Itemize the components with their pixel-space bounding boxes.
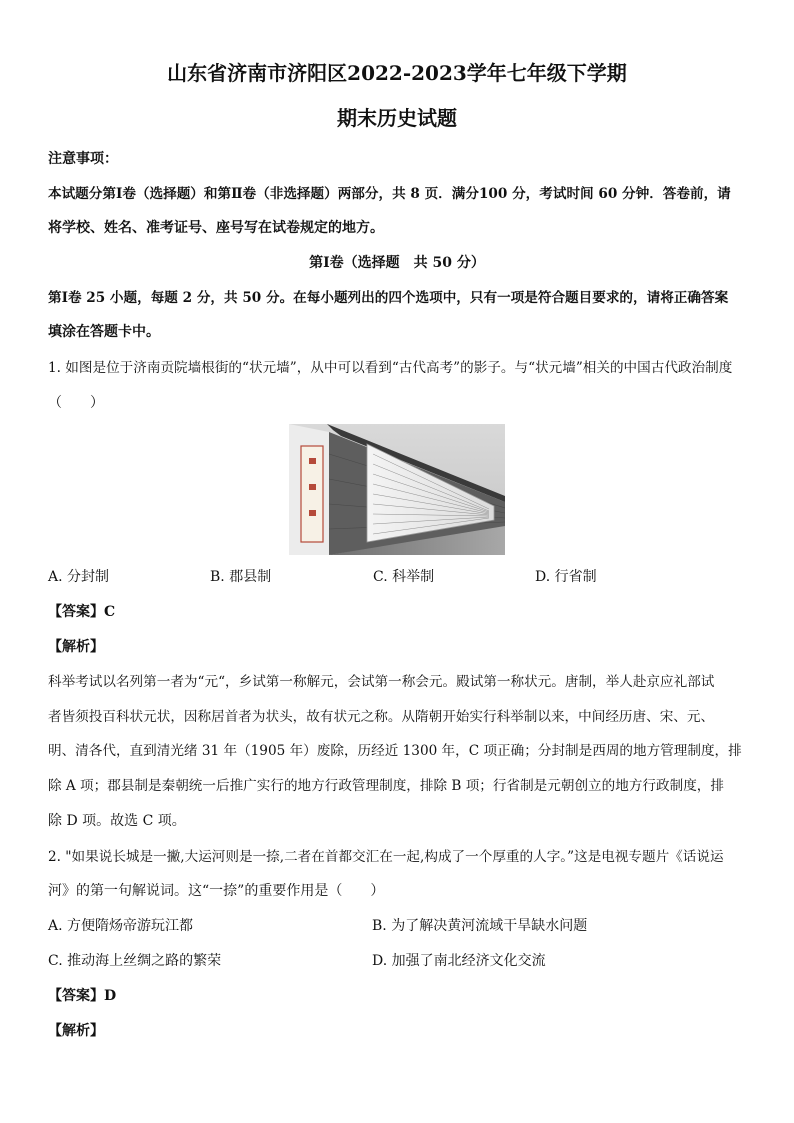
question1-option-c[interactable]: C. 科举制 <box>373 569 435 585</box>
section-description-line1: 第Ⅰ卷 25 小题，每题 2 分，共 50 分。在每小题列出的四个选项中，只有一项是符合题目要求的，请将正确答案 <box>48 290 729 306</box>
wall-photo-illustration <box>289 424 505 555</box>
question2-answer: 【答案】D <box>48 988 117 1004</box>
question1-option-b[interactable]: B. 郡县制 <box>210 569 272 585</box>
section-description-line2: 填涂在答题卡中。 <box>48 324 160 340</box>
question1-option-d[interactable]: D. 行省制 <box>535 569 597 585</box>
document-subtitle: 期末历史试题 <box>337 106 457 130</box>
question1-stem-line2: （ ） <box>48 395 104 411</box>
question1-analysis-line1: 科举考试以名列第一者为“元“，乡试第一称解元，会试第一称会元。殿试第一称状元。唐制，举人赴京应礼部试 <box>48 674 715 690</box>
notice-heading: 注意事项： <box>48 151 118 167</box>
question2-option-d[interactable]: D. 加强了南北经济文化交流 <box>372 953 546 969</box>
question2-analysis-heading: 【解析】 <box>48 1023 104 1039</box>
question1-analysis-heading: 【解析】 <box>48 639 104 655</box>
document-title: 山东省济南市济阳区2022-2023学年七年级下学期 <box>167 61 627 85</box>
question1-option-a[interactable]: A. 分封制 <box>48 569 110 585</box>
question1-analysis-line3: 明、清各代，直到清光绪 31 年（1905 年）废除，历经近 1300 年，C 项正确；分封制是西周的地方管理制度，排 <box>48 743 742 759</box>
question2-option-b[interactable]: B. 为了解决黄河流域干旱缺水问题 <box>372 918 588 934</box>
question1-analysis-line5: 除 D 项。故选 C 项。 <box>48 813 186 829</box>
question2-option-c[interactable]: C. 推动海上丝绸之路的繁荣 <box>48 953 222 969</box>
notice-text-line2: 将学校、姓名、准考证号、座号写在试卷规定的地方。 <box>48 220 384 236</box>
question2-stem-line2: 河》的第一句解说词。这“一捺”的重要作用是（ ） <box>48 883 385 899</box>
question2-option-a[interactable]: A. 方便隋炀帝游玩江都 <box>48 918 194 934</box>
notice-text-line1: 本试题分第Ⅰ卷（选择题）和第Ⅱ卷（非选择题）两部分，共 8 页．满分100 分，考试时间 60 分钟．答卷前，请 <box>48 186 731 202</box>
question1-analysis-line2: 者皆须投百科状元状，因称居首者为状头，故有状元之称。从隋朝开始实行科举制以来，中间经历唐、宋、元、 <box>48 709 715 725</box>
question2-stem-line1: 2. "如果说长城是一撇,大运河则是一捺,二者在首都交汇在一起,构成了一个厚重的人字。”这是电视专题片《话说运 <box>48 849 724 865</box>
zhuangyuan-wall-photo <box>289 424 505 555</box>
question1-analysis-line4: 除 A 项；郡县制是秦朝统一后推广实行的地方行政管理制度，排除 B 项；行省制是元朝创立的地方行政制度，排 <box>48 778 724 794</box>
section-heading: 第Ⅰ卷（选择题 共 50 分） <box>309 255 485 271</box>
question1-answer: 【答案】C <box>48 604 116 620</box>
question1-stem-line1: 1. 如图是位于济南贡院墙根街的“状元墙”，从中可以看到“古代高考”的影子。与“状元墙”相关的中国古代政治制度 <box>48 360 733 376</box>
